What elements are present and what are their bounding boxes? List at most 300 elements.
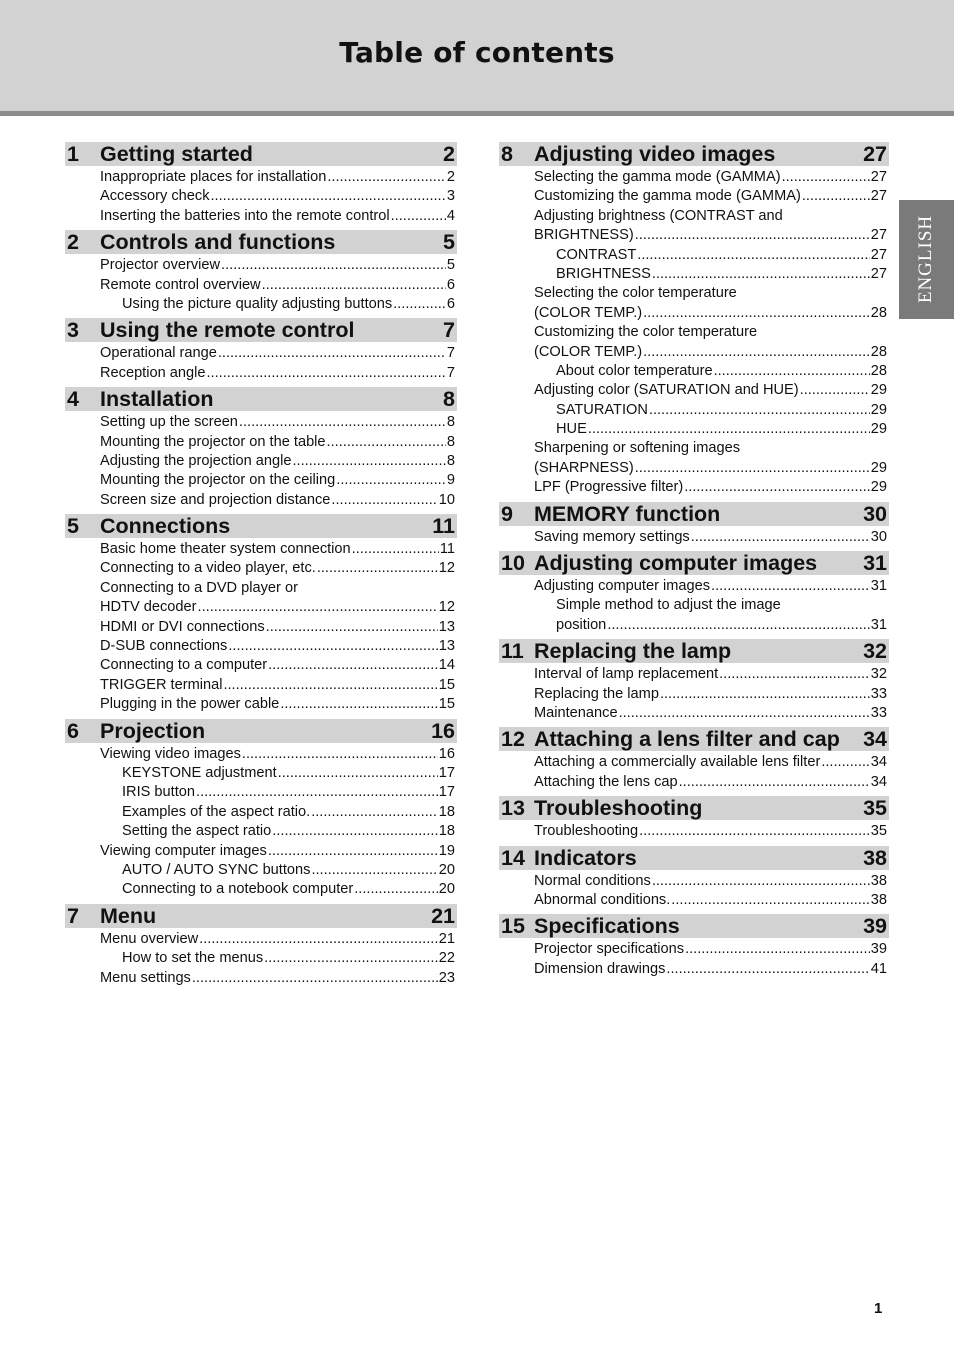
dot-leader xyxy=(223,676,437,695)
section-number: 14 xyxy=(501,845,525,870)
entry-page: 15 xyxy=(438,676,455,693)
dot-leader xyxy=(327,433,446,452)
entry-page: 34 xyxy=(870,773,887,790)
section-title: MEMORY function xyxy=(534,501,721,526)
section-title: Specifications xyxy=(534,914,680,939)
section-page: 8 xyxy=(443,387,455,412)
section-number: 9 xyxy=(501,501,513,526)
toc-entry[interactable] xyxy=(499,323,889,342)
toc-entry[interactable] xyxy=(499,940,889,959)
entry-page: 41 xyxy=(870,960,887,977)
toc-section xyxy=(499,796,889,841)
toc-entry[interactable] xyxy=(65,187,457,206)
entry-list xyxy=(499,575,889,635)
entry-page: 6 xyxy=(446,276,455,293)
toc-section xyxy=(499,846,889,911)
entry-page: 39 xyxy=(870,941,887,958)
page-number: 1 xyxy=(874,1300,883,1317)
entry-label: HUE xyxy=(556,421,587,438)
entry-label: CONTRAST xyxy=(556,246,637,263)
toc-entry[interactable] xyxy=(499,459,889,478)
toc-entry[interactable] xyxy=(499,478,889,497)
section-title: Getting started xyxy=(100,142,253,166)
section-page: 31 xyxy=(863,551,887,576)
toc-entry[interactable] xyxy=(499,960,889,979)
entry-page: 27 xyxy=(870,246,887,263)
entry-label: AUTO / AUTO SYNC buttons xyxy=(122,861,311,878)
dot-leader xyxy=(211,187,446,206)
entry-label: Sharpening or softening images xyxy=(534,440,741,457)
dot-leader xyxy=(199,930,438,949)
toc-entry[interactable] xyxy=(499,665,889,684)
dot-leader xyxy=(619,704,870,723)
entry-label: Operational range xyxy=(100,345,217,362)
toc-entry[interactable] xyxy=(65,491,457,510)
section-page: 30 xyxy=(863,501,887,526)
dot-leader xyxy=(685,940,870,959)
entry-label: D-SUB connections xyxy=(100,638,228,655)
entry-list xyxy=(499,820,889,841)
toc-entry[interactable] xyxy=(499,207,889,226)
entry-page: 11 xyxy=(439,541,455,558)
section-page: 2 xyxy=(443,142,455,166)
entry-label: Adjusting color (SATURATION and HUE) xyxy=(534,382,799,399)
entry-page: 34 xyxy=(870,754,887,771)
dot-leader xyxy=(643,304,870,323)
entry-list xyxy=(65,928,457,988)
section-heading[interactable] xyxy=(499,142,889,166)
toc-entry[interactable] xyxy=(65,949,457,968)
toc-section xyxy=(499,639,889,723)
section-page: 27 xyxy=(863,142,887,166)
toc-entry[interactable] xyxy=(65,842,457,861)
entry-label: Connecting to a computer xyxy=(100,657,268,674)
entry-page: 13 xyxy=(438,638,455,655)
dot-leader xyxy=(311,861,437,880)
dot-leader xyxy=(782,168,870,187)
entry-label: About color temperature xyxy=(556,362,713,379)
dot-leader xyxy=(192,969,438,988)
toc-entry[interactable] xyxy=(499,577,889,596)
section-number: 12 xyxy=(501,727,525,752)
section-title: Adjusting computer images xyxy=(534,551,818,576)
section-page: 39 xyxy=(863,914,887,939)
dot-leader xyxy=(393,295,446,314)
section-number: 8 xyxy=(501,142,513,166)
entry-page: 8 xyxy=(446,414,455,431)
entry-list xyxy=(499,526,889,547)
section-title: Adjusting video images xyxy=(534,142,776,166)
entry-page: 27 xyxy=(870,169,887,185)
toc-entry[interactable] xyxy=(65,452,457,471)
toc-section xyxy=(65,230,457,314)
entry-page: 9 xyxy=(446,472,455,489)
entry-label: Examples of the aspect ratio. xyxy=(122,803,311,820)
section-heading[interactable] xyxy=(65,719,457,743)
toc-entry[interactable] xyxy=(65,276,457,295)
entry-page: 6 xyxy=(446,295,455,312)
toc-entry[interactable] xyxy=(499,773,889,792)
toc-entry[interactable] xyxy=(65,783,457,802)
dot-leader xyxy=(311,803,438,822)
entry-label: Setting up the screen xyxy=(100,414,238,431)
dot-leader xyxy=(278,764,438,783)
entry-page: 29 xyxy=(870,401,887,418)
toc-entry[interactable] xyxy=(499,284,889,303)
section-heading[interactable] xyxy=(499,639,889,663)
dot-leader xyxy=(262,276,446,295)
entry-page: 33 xyxy=(870,704,887,721)
toc-section xyxy=(499,502,889,547)
toc-entry[interactable] xyxy=(499,226,889,245)
entry-label: Mounting the projector on the ceiling xyxy=(100,472,336,489)
entry-label: Reception angle xyxy=(100,364,206,381)
toc-entry[interactable] xyxy=(65,413,457,432)
page-title: Table of contents xyxy=(339,36,615,69)
entry-label: Adjusting the projection angle xyxy=(100,452,292,469)
toc-entry[interactable] xyxy=(499,381,889,400)
section-heading[interactable] xyxy=(499,502,889,526)
toc-entry[interactable] xyxy=(65,880,457,899)
section-heading[interactable] xyxy=(65,904,457,928)
toc-entry[interactable] xyxy=(65,861,457,880)
entry-label: Projector specifications xyxy=(534,941,685,958)
section-number: 4 xyxy=(67,387,79,412)
entry-label: Adjusting brightness (CONTRAST and xyxy=(534,207,783,224)
entry-page: 28 xyxy=(870,362,887,379)
toc-section xyxy=(65,142,457,226)
section-title: Controls and functions xyxy=(100,230,336,255)
toc-entry[interactable] xyxy=(499,528,889,547)
toc-entry[interactable] xyxy=(499,168,889,187)
toc-entry[interactable] xyxy=(65,256,457,275)
dot-leader xyxy=(714,362,870,381)
toc-entry[interactable] xyxy=(65,433,457,452)
dot-leader xyxy=(719,665,870,684)
dot-leader xyxy=(635,459,870,478)
section-heading[interactable] xyxy=(65,387,457,411)
toc-section xyxy=(65,904,457,988)
entry-label: Simple method to adjust the image xyxy=(556,597,781,614)
toc-entry[interactable] xyxy=(499,362,889,381)
dot-leader xyxy=(327,168,446,187)
entry-label: Using the picture quality adjusting buttons xyxy=(122,295,393,312)
section-number: 1 xyxy=(67,142,79,166)
section-number: 13 xyxy=(501,796,525,821)
section-heading[interactable] xyxy=(499,846,889,870)
entry-list xyxy=(499,870,889,911)
entry-label: Accessory check xyxy=(100,188,210,205)
toc-section xyxy=(65,719,457,900)
section-title: Menu xyxy=(100,903,157,928)
toc-entry[interactable] xyxy=(65,295,457,314)
entry-page: 8 xyxy=(446,452,455,469)
toc-entry[interactable] xyxy=(499,246,889,265)
section-heading[interactable] xyxy=(499,551,889,575)
toc-entry[interactable] xyxy=(499,891,889,910)
toc-section xyxy=(65,387,457,510)
toc-entry[interactable] xyxy=(499,616,889,635)
toc-entry[interactable] xyxy=(499,187,889,206)
toc-entry[interactable] xyxy=(499,420,889,439)
entry-label: SATURATION xyxy=(556,401,648,418)
entry-page: 20 xyxy=(438,861,455,878)
entry-label: KEYSTONE adjustment xyxy=(122,764,277,781)
section-number: 7 xyxy=(67,903,79,928)
entry-page: 7 xyxy=(446,364,455,381)
entry-page: 28 xyxy=(870,304,887,321)
toc-entry[interactable] xyxy=(65,540,457,559)
dot-leader xyxy=(652,265,870,284)
entry-page: 38 xyxy=(870,872,887,889)
entry-label: Connecting to a DVD player or xyxy=(100,579,298,596)
section-heading[interactable] xyxy=(65,514,457,538)
dot-leader xyxy=(221,256,446,275)
entry-page: 13 xyxy=(438,618,455,635)
section-title: Attaching a lens filter and cap xyxy=(534,727,840,752)
dot-leader xyxy=(660,685,870,704)
toc-entry[interactable] xyxy=(65,637,457,656)
entry-label: BRIGHTNESS) xyxy=(534,227,634,244)
entry-label: (SHARPNESS) xyxy=(534,459,634,476)
toc-entry[interactable] xyxy=(65,618,457,637)
entry-page: 16 xyxy=(438,745,455,762)
dot-leader xyxy=(280,695,437,714)
dot-leader xyxy=(228,637,437,656)
toc-entry[interactable] xyxy=(65,676,457,695)
toc-entry[interactable] xyxy=(499,304,889,323)
toc-entry[interactable] xyxy=(65,930,457,949)
entry-page: 2 xyxy=(446,169,455,185)
language-tab-label: ENGLISH xyxy=(915,214,936,304)
dot-leader xyxy=(264,949,438,968)
entry-label: Setting the aspect ratio xyxy=(122,823,272,840)
entry-label: Viewing computer images xyxy=(100,842,267,859)
toc-section xyxy=(499,551,889,635)
entry-list xyxy=(499,938,889,979)
dot-leader xyxy=(684,478,870,497)
entry-label: Selecting the color temperature xyxy=(534,285,737,302)
header-rule xyxy=(0,111,954,116)
toc-left-column xyxy=(65,142,457,992)
section-heading[interactable] xyxy=(499,727,889,751)
entry-page: 18 xyxy=(438,803,455,820)
section-title: Using the remote control xyxy=(100,318,355,343)
toc-entry[interactable] xyxy=(499,439,889,458)
entry-page: 19 xyxy=(438,842,455,859)
entry-label: Inserting the batteries into the remote control xyxy=(100,207,390,224)
section-page: 11 xyxy=(432,514,455,539)
toc-entry[interactable] xyxy=(499,822,889,841)
entry-label: BRIGHTNESS xyxy=(556,265,651,282)
dot-leader xyxy=(800,381,870,400)
toc-section xyxy=(65,318,457,383)
section-number: 3 xyxy=(67,318,79,343)
entry-label: Menu overview xyxy=(100,930,199,947)
dot-leader xyxy=(637,246,870,265)
toc-entry[interactable] xyxy=(65,364,457,383)
dot-leader xyxy=(679,773,870,792)
entry-label: Adjusting computer images xyxy=(534,578,711,595)
entry-label: Selecting the gamma mode (GAMMA) xyxy=(534,169,781,185)
entry-page: 28 xyxy=(870,343,887,360)
section-heading[interactable] xyxy=(65,230,457,254)
dot-leader xyxy=(272,822,437,841)
dot-leader xyxy=(206,364,445,383)
entry-page: 30 xyxy=(870,528,887,545)
dot-leader xyxy=(649,401,870,420)
toc-entry[interactable] xyxy=(499,265,889,284)
entry-page: 29 xyxy=(870,459,887,476)
entry-page: 29 xyxy=(870,382,887,399)
entry-page: 5 xyxy=(446,257,455,274)
toc-entry[interactable] xyxy=(65,803,457,822)
entry-list xyxy=(499,166,889,498)
toc-entry[interactable] xyxy=(65,559,457,578)
toc-entry[interactable] xyxy=(499,753,889,772)
dot-leader xyxy=(391,207,446,226)
entry-label: Attaching a commercially available lens filter xyxy=(534,754,821,771)
entry-label: (COLOR TEMP.) xyxy=(534,304,643,321)
section-number: 15 xyxy=(501,914,525,939)
section-heading[interactable] xyxy=(499,914,889,938)
toc-entry[interactable] xyxy=(65,579,457,598)
toc-entry[interactable] xyxy=(65,969,457,988)
entry-label: (COLOR TEMP.) xyxy=(534,343,643,360)
entry-page: 21 xyxy=(438,930,455,947)
dot-leader xyxy=(198,598,438,617)
entry-page: 7 xyxy=(446,345,455,362)
toc-entry[interactable] xyxy=(499,872,889,891)
entry-list xyxy=(65,166,457,226)
entry-page: 14 xyxy=(438,657,455,674)
entry-label: IRIS button xyxy=(122,784,196,801)
toc-entry[interactable] xyxy=(65,656,457,675)
section-page: 21 xyxy=(431,903,455,928)
entry-label: Connecting to a notebook computer xyxy=(122,881,354,898)
dot-leader xyxy=(671,891,869,910)
entry-list xyxy=(65,538,457,715)
dot-leader xyxy=(268,656,438,675)
entry-label: position xyxy=(556,616,607,633)
toc-entry[interactable] xyxy=(65,598,457,617)
entry-page: 31 xyxy=(870,616,887,633)
entry-label: HDMI or DVI connections xyxy=(100,618,265,635)
section-title: Projection xyxy=(100,718,206,743)
dot-leader xyxy=(336,471,446,490)
dot-leader xyxy=(331,491,437,510)
toc-entry[interactable] xyxy=(65,695,457,714)
entry-page: 33 xyxy=(870,685,887,702)
toc-entry[interactable] xyxy=(499,343,889,362)
toc-entry[interactable] xyxy=(499,596,889,615)
toc-entry[interactable] xyxy=(65,207,457,226)
toc-entry[interactable] xyxy=(65,764,457,783)
section-heading[interactable] xyxy=(65,142,457,166)
section-title: Replacing the lamp xyxy=(534,639,732,664)
entry-label: TRIGGER terminal xyxy=(100,676,223,693)
dot-leader xyxy=(821,753,869,772)
toc-entry[interactable] xyxy=(65,344,457,363)
toc-entry[interactable] xyxy=(65,822,457,841)
section-number: 2 xyxy=(67,230,79,255)
entry-label: Attaching the lens cap xyxy=(534,773,678,790)
section-number: 11 xyxy=(501,639,524,664)
toc-entry[interactable] xyxy=(65,745,457,764)
dot-leader xyxy=(588,420,870,439)
entry-page: 12 xyxy=(438,599,455,616)
entry-list xyxy=(499,751,889,792)
entry-page: 35 xyxy=(870,823,887,840)
entry-list xyxy=(65,254,457,314)
entry-label: Maintenance xyxy=(534,704,618,721)
dot-leader xyxy=(268,842,438,861)
entry-page: 32 xyxy=(870,666,887,683)
dot-leader xyxy=(652,872,870,891)
dot-leader xyxy=(691,528,870,547)
entry-list xyxy=(65,342,457,383)
entry-label: Dimension drawings xyxy=(534,960,666,977)
section-heading[interactable] xyxy=(65,318,457,342)
toc-entry[interactable] xyxy=(65,471,457,490)
entry-page: 8 xyxy=(446,433,455,450)
entry-label: Basic home theater system connection xyxy=(100,541,351,558)
entry-page: 10 xyxy=(438,491,455,508)
dot-leader xyxy=(266,618,438,637)
dot-leader xyxy=(242,745,438,764)
dot-leader xyxy=(354,880,438,899)
toc-section xyxy=(499,142,889,498)
section-number: 10 xyxy=(501,551,525,576)
toc-entry[interactable] xyxy=(499,401,889,420)
entry-page: 18 xyxy=(438,823,455,840)
dot-leader xyxy=(317,559,438,578)
entry-page: 38 xyxy=(870,891,887,908)
entry-label: Connecting to a video player, etc. xyxy=(100,560,316,577)
section-page: 5 xyxy=(443,230,455,255)
entry-page: 23 xyxy=(438,969,455,986)
entry-label: Saving memory settings xyxy=(534,528,690,545)
entry-page: 20 xyxy=(438,881,455,898)
entry-page: 17 xyxy=(438,784,455,801)
toc-entry[interactable] xyxy=(499,704,889,723)
dot-leader xyxy=(218,344,446,363)
entry-label: Menu settings xyxy=(100,969,191,986)
section-number: 5 xyxy=(67,514,79,539)
entry-label: Inappropriate places for installation xyxy=(100,169,327,185)
entry-page: 12 xyxy=(438,560,455,577)
entry-page: 29 xyxy=(870,421,887,438)
section-heading[interactable] xyxy=(499,796,889,820)
entry-page: 15 xyxy=(438,696,455,713)
entry-page: 31 xyxy=(870,578,887,595)
dot-leader xyxy=(643,343,870,362)
dot-leader xyxy=(196,783,438,802)
entry-label: Mounting the projector on the table xyxy=(100,433,326,450)
entry-label: Plugging in the power cable xyxy=(100,696,280,713)
entry-label: Customizing the gamma mode (GAMMA) xyxy=(534,188,801,205)
entry-label: Projector overview xyxy=(100,257,221,274)
section-page: 32 xyxy=(863,639,887,664)
section-number: 6 xyxy=(67,718,79,743)
entry-label: Troubleshooting xyxy=(534,823,639,840)
entry-page: 29 xyxy=(870,479,887,496)
toc-entry[interactable] xyxy=(499,685,889,704)
section-title: Connections xyxy=(100,514,231,539)
entry-label: HDTV decoder xyxy=(100,599,197,616)
toc-entry[interactable] xyxy=(65,168,457,187)
entry-label: Abnormal conditions. xyxy=(534,891,671,908)
